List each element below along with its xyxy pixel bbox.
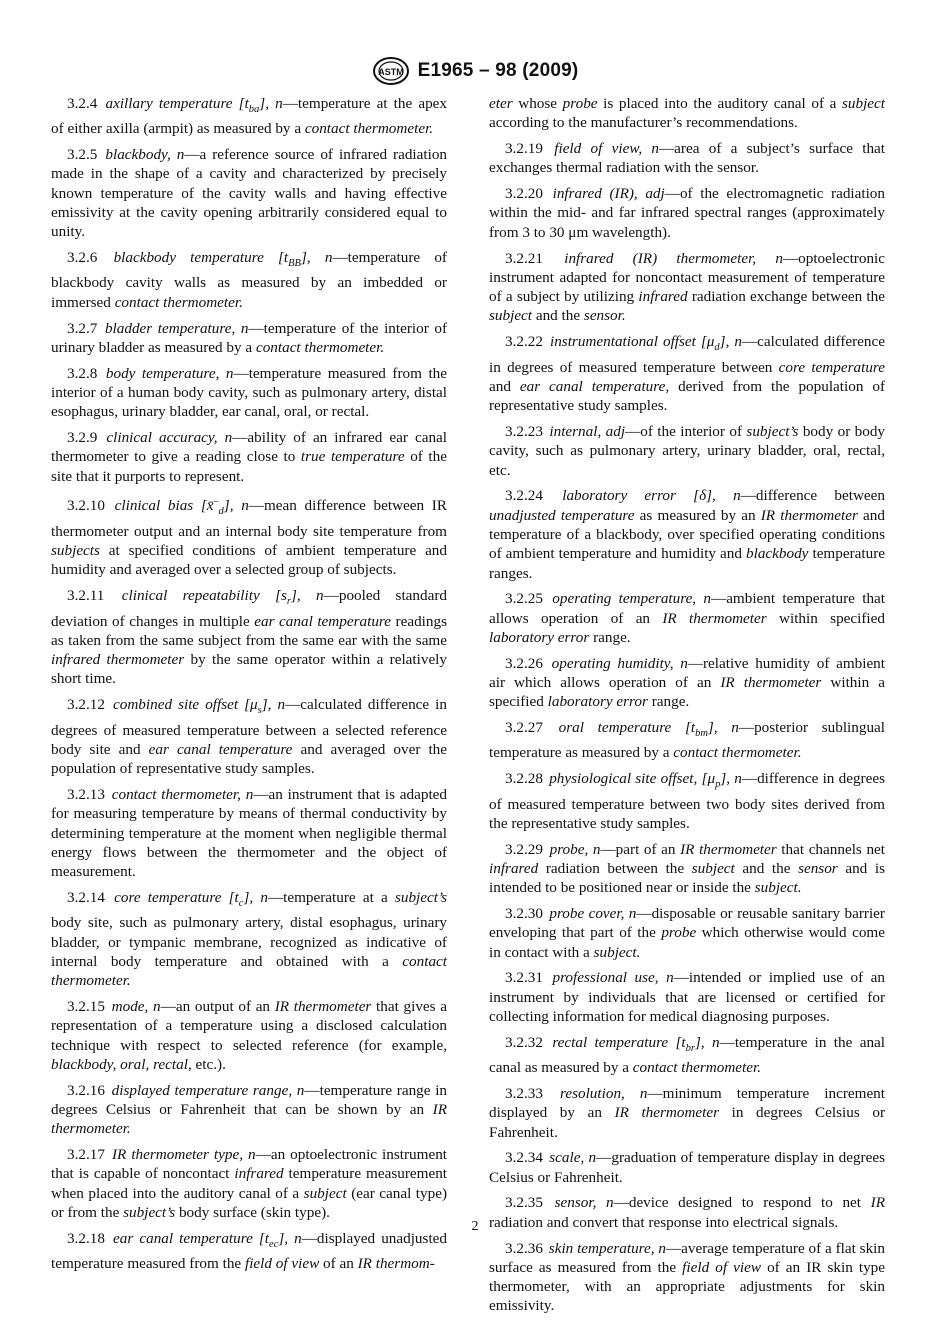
definition-term: physiological site offset, [μ: [549, 770, 716, 788]
definition-text: —minimum temperature increment displayed by an: [489, 1084, 885, 1122]
definition-text: radiation between the: [538, 859, 692, 877]
definition-term: IR thermometer type, n: [111, 1146, 256, 1163]
definition-text: —calculated difference in degrees of measured temperature between: [489, 333, 885, 376]
italic-reference: IR thermometer: [614, 1104, 720, 1122]
definition-term: clinical bias [x̄: [114, 497, 214, 515]
italic-reference: subject’s: [746, 422, 799, 440]
italic-reference: infrared: [234, 1165, 284, 1183]
definition-term: instrumentational offset [μ: [549, 333, 715, 351]
definition-text: —ambient temperature that allows operation of an: [489, 590, 886, 627]
definition-text: —temperature at the apex of either axilla (armpit) as measured by a: [51, 95, 447, 138]
astm-logo-icon: [372, 56, 410, 86]
italic-reference: field of view: [682, 1258, 761, 1276]
definition-text: —difference between: [740, 487, 886, 505]
definition-text: and: [489, 377, 520, 395]
definition-text: is placed into the auditory canal of a: [597, 95, 842, 112]
italic-reference: true temperature: [300, 448, 405, 466]
definition-term-tail: ], n: [243, 888, 268, 906]
definition-text: —intended or implied use of an instrument by individuals that are licensed or certified for collecting information for medical diagnosing purposes.: [489, 969, 886, 1026]
definition-entry: [489, 94, 885, 133]
definition-number: 3.2.19: [505, 140, 543, 158]
definition-number: 3.2.7: [67, 319, 98, 337]
definition-number: 3.2.16: [67, 1081, 105, 1099]
logo-text: ASTM: [377, 67, 404, 77]
left-column: [51, 94, 447, 1280]
term-subscript: d: [218, 506, 224, 518]
definition-text: —relative humidity of ambient air which allows operation of an: [489, 654, 885, 692]
definition-entry: [489, 904, 885, 962]
definition-entry: [489, 184, 885, 242]
definition-text: body surface (skin type).: [175, 1203, 330, 1221]
italic-reference: IR thermom-: [357, 1255, 435, 1273]
definition-number: 3.2.6: [67, 249, 98, 267]
term-subscript: c: [238, 897, 244, 909]
definition-number: 3.2.36: [505, 1239, 543, 1257]
definition-entry: [489, 1239, 885, 1316]
definition-entry: [489, 1084, 885, 1142]
definition-text: within a specified: [489, 674, 885, 711]
italic-reference: field of view: [244, 1255, 320, 1273]
definition-term: clinical repeatability [s: [121, 587, 287, 605]
definition-number: 3.2.14: [67, 888, 105, 906]
definition-term: laboratory error [δ], n: [562, 487, 741, 505]
definition-text: —calculated difference in degrees of measured temperature between a selected reference body site and: [51, 696, 447, 758]
definition-number: 3.2.24: [505, 487, 543, 505]
definition-term: scale, n: [549, 1149, 597, 1167]
italic-reference: subject: [303, 1184, 347, 1202]
definition-entry: [51, 492, 447, 579]
page-number: 2: [471, 1219, 479, 1234]
definition-entry: [489, 249, 885, 326]
italic-reference: infrared: [638, 288, 688, 306]
term-subscript: s: [257, 705, 262, 717]
definition-text: and averaged over the population of representative study samples.: [51, 740, 448, 778]
definition-number: 3.2.12: [67, 696, 105, 714]
italic-reference: contact thermometer.: [673, 744, 802, 762]
definition-term: blackbody, n: [105, 146, 185, 164]
definition-term-tail: ], n: [223, 497, 249, 515]
definition-term-tail: ], n: [290, 587, 324, 605]
definition-number: 3.2.11: [67, 587, 105, 605]
definition-text: —an optoelectronic instrument that is capable of noncontact: [51, 1146, 448, 1183]
definition-term: probe, n: [549, 840, 601, 858]
definition-text: , derived from the population of representative study samples.: [489, 377, 885, 415]
definition-number: 3.2.10: [67, 497, 105, 515]
definition-term: clinical accuracy, n: [106, 429, 233, 447]
definition-text: —average temperature of a flat skin surface as measured from the: [489, 1239, 885, 1276]
definition-text: —graduation of temperature display in degrees Celsius or Fahrenheit.: [489, 1149, 885, 1186]
definition-number: 3.2.22: [505, 333, 543, 351]
definition-text: radiation and convert that response into electrical signals.: [489, 1213, 839, 1231]
definition-entry: [489, 769, 885, 833]
italic-reference: IR: [870, 1194, 885, 1212]
definition-entry: [51, 1229, 447, 1274]
definition-term: infrared (IR), adj: [552, 185, 665, 203]
italic-reference: subject: [691, 859, 735, 877]
definition-term: combined site offset [μ: [113, 696, 258, 714]
definition-entry: [489, 718, 885, 763]
definition-text: —temperature measured from the interior of a human body cavity, such as pulmonary artery, distal esophagus, urinary bladder, ear canal, oral, or rectal.: [51, 364, 447, 421]
term-superscript: –: [213, 496, 219, 508]
definition-number: 3.2.15: [67, 997, 105, 1015]
italic-reference: blackbody, oral, rectal: [51, 1055, 188, 1073]
definition-number: 3.2.32: [505, 1033, 543, 1051]
italic-reference: subject: [489, 307, 533, 325]
definition-entry: [51, 695, 447, 778]
definition-term-tail: ], n: [694, 1033, 720, 1051]
definition-text: radiation exchange between the: [687, 288, 885, 306]
definition-entry: [51, 145, 447, 241]
italic-reference: ear canal temperature: [519, 377, 666, 395]
definition-text: at specified conditions of ambient temperature and humidity and averaged over a selected group of subjects.: [51, 542, 447, 579]
definition-number: 3.2.21: [505, 249, 543, 267]
definition-entry: [51, 888, 447, 991]
definition-text: —of the electromagnetic radiation within the mid- and far infrared spectral ranges (approximately from 3 to 30 μm wavelength).: [489, 185, 885, 241]
italic-reference: unadjusted temperature: [489, 506, 635, 524]
definition-text: and is intended to be positioned near or inside the: [489, 859, 885, 897]
definition-text: —pooled standard deviation of changes in multiple: [51, 587, 447, 630]
definition-term: operating humidity, n: [551, 654, 688, 672]
italic-reference: IR thermometer: [720, 674, 822, 692]
italic-reference: IR thermometer: [680, 840, 777, 858]
definition-term-tail: ], n: [278, 1229, 302, 1247]
definition-entry: [489, 486, 885, 582]
italic-reference: eter: [489, 95, 513, 112]
definition-term: resolution, n: [560, 1084, 648, 1102]
definition-text: range.: [589, 628, 631, 646]
italic-reference: laboratory error: [547, 693, 648, 711]
definition-term: mode, n: [111, 997, 161, 1015]
term-subscript: ba: [248, 104, 260, 116]
definition-text: of the site that it purports to represent.: [51, 448, 447, 485]
definition-text: of an IR skin type thermometer, with an appropriate adjustments for skin emissivity.: [489, 1258, 886, 1315]
italic-reference: IR thermometer: [662, 609, 767, 627]
italic-reference: sensor.: [583, 307, 626, 325]
definition-term: infrared (IR) thermometer, n: [564, 249, 783, 267]
definition-term-tail: ], n: [300, 249, 333, 267]
definition-text: body or body cavity, such as pulmonary artery, urinary bladder, oral, rectal, etc.: [489, 422, 886, 479]
definition-term: professional use, n: [552, 969, 674, 987]
definition-term: ear canal temperature [t: [113, 1229, 270, 1247]
definition-text: —difference in degrees of measured temperature between two body sites derived from the representative study samples.: [489, 770, 885, 832]
definition-entry: [51, 428, 447, 486]
definition-text: (ear canal type) or from the: [51, 1184, 448, 1221]
definition-entry: [489, 422, 885, 480]
definition-text: in degrees Celsius or Fahrenheit.: [489, 1104, 885, 1141]
definition-entry: [489, 654, 885, 712]
definition-term-tail: ], n: [259, 95, 283, 112]
definition-text: —an instrument that is adapted for measuring temperature by means of thermal conductivity by determining temperature at the moment when negligible thermal energy flows between the thermometer and the object of measurement.: [51, 785, 448, 881]
page-header: [0, 54, 950, 88]
definition-text: —optoelectronic instrument adapted for noncontact measurement of temperature of a subject by utilizing: [489, 249, 885, 306]
definition-term: oral temperature [t: [558, 719, 696, 737]
definition-text: that gives a representation of a temperature using a disclosed calculation technique with respect to selected reference (for example,: [51, 997, 447, 1054]
definition-text: by the same operator within a relatively short time.: [51, 651, 447, 688]
definition-number: 3.2.8: [67, 364, 98, 382]
italic-reference: infrared: [489, 859, 539, 877]
definition-text: which otherwise would come in contact with a: [489, 924, 885, 961]
italic-reference: blackbody: [746, 545, 809, 563]
definition-text: —temperature range in degrees Celsius or Fahrenheit that can be shown by an: [51, 1081, 448, 1118]
italic-reference: infrared thermometer: [51, 651, 185, 669]
definition-term-tail: ], n: [261, 696, 286, 714]
definition-term: field of view, n: [554, 140, 659, 158]
italic-reference: contact thermometer.: [51, 952, 447, 990]
definition-text: —ability of an infrared ear canal thermometer to give a reading close to: [51, 429, 447, 466]
definition-term-tail: ], n: [707, 719, 739, 737]
italic-reference: contact thermometer.: [632, 1059, 762, 1077]
term-subscript: br: [685, 1042, 695, 1054]
definition-entry: [51, 997, 447, 1074]
definition-term: bladder temperature, n: [104, 319, 249, 337]
definition-text: within specified: [766, 609, 885, 627]
italic-reference: probe: [562, 95, 598, 112]
definition-text: —part of an: [600, 840, 681, 858]
definition-number: 3.2.5: [67, 146, 98, 164]
italic-reference: contact thermometer.: [114, 293, 243, 311]
italic-reference: subject.: [593, 943, 641, 961]
definition-entry: [489, 589, 885, 647]
term-subscript: bm: [695, 728, 708, 740]
definition-text: —a reference source of infrared radiation made in the shape of a cavity and characterized by precisely known temperature of the cavity walls and having effective emissivity at the cavity opening arbitrarily considered equal to unity.: [51, 146, 448, 241]
definition-number: 3.2.20: [505, 185, 543, 203]
italic-reference: ear canal temperature: [148, 740, 293, 758]
definition-text: range.: [647, 693, 690, 711]
italic-reference: probe: [661, 924, 697, 942]
definition-entry: [489, 139, 885, 178]
definition-number: 3.2.9: [67, 429, 98, 447]
italic-reference: subject: [841, 95, 886, 112]
definition-number: 3.2.33: [505, 1084, 543, 1102]
italic-reference: laboratory error: [489, 628, 590, 646]
definition-term: body temperature, n: [105, 364, 234, 382]
italic-reference: ear canal temperature: [254, 612, 391, 630]
definition-entry: [489, 1148, 885, 1187]
definition-text: and temperature of a blackbody, over specified operating conditions of ambient temperature and humidity and: [489, 506, 885, 563]
definition-text: as measured by an: [634, 506, 761, 524]
italic-reference: core temperature: [778, 358, 885, 376]
definition-entry: [51, 248, 447, 312]
italic-reference: IR thermometer.: [51, 1100, 447, 1138]
definition-text: whose: [512, 95, 563, 112]
italic-reference: sensor: [798, 859, 838, 877]
definition-term-tail: ], n: [720, 770, 742, 788]
definition-text: —displayed unadjusted temperature measured from the: [51, 1229, 447, 1273]
definition-text: temperature ranges.: [489, 545, 885, 582]
definition-entry: [489, 332, 885, 415]
definition-number: 3.2.27: [505, 719, 543, 737]
definition-number: 3.2.31: [505, 969, 543, 987]
italic-reference: contact thermometer.: [304, 120, 434, 138]
definition-term-tail: ], n: [719, 333, 742, 351]
definition-text: body site, such as pulmonary artery, distal esophagus, urinary bladder, or tympanic membrane, recognized as indicative of internal body temperature and obtained with a: [51, 914, 447, 970]
definition-number: 3.2.28: [505, 770, 543, 788]
definition-text: —an output of an: [160, 997, 275, 1015]
definition-entry: [489, 968, 885, 1026]
definition-number: 3.2.17: [67, 1146, 105, 1163]
document-id: E1965 – 98 (2009): [417, 60, 579, 81]
term-subscript: r: [286, 596, 291, 608]
definition-text: —device designed to respond to net: [613, 1194, 871, 1212]
definition-text: and the: [734, 859, 799, 877]
definition-text: —area of a subject’s surface that exchanges thermal radiation with the sensor.: [489, 140, 885, 177]
definition-number: 3.2.35: [505, 1194, 543, 1212]
italic-reference: subjects: [51, 542, 100, 560]
definition-term: displayed temperature range, n: [111, 1081, 305, 1099]
definition-text: according to the manufacturer’s recommendations.: [489, 114, 798, 132]
definition-text: —temperature in the anal canal as measured by a: [489, 1033, 885, 1077]
definition-entry: [51, 1145, 447, 1222]
definition-text: that channels net: [776, 840, 885, 858]
definition-term: axillary temperature [t: [105, 95, 249, 112]
definition-entry: [51, 785, 447, 881]
term-subscript: ec: [269, 1238, 279, 1250]
definition-term: skin temperature, n: [548, 1239, 666, 1257]
italic-reference: contact thermometer.: [255, 338, 385, 356]
definition-term: core temperature [t: [114, 888, 239, 906]
italic-reference: subject.: [754, 879, 802, 897]
definition-number: 3.2.4: [67, 95, 98, 112]
definition-number: 3.2.18: [67, 1229, 105, 1247]
definition-number: 3.2.30: [505, 905, 543, 923]
definition-text: , etc.).: [187, 1055, 226, 1073]
definition-entry: [51, 364, 447, 422]
italic-reference: IR thermometer: [274, 997, 372, 1015]
definition-text: —of the interior of: [625, 422, 747, 440]
definition-number: 3.2.34: [505, 1149, 543, 1167]
definition-entry: [489, 1033, 885, 1078]
definition-text: —temperature at a: [267, 888, 395, 906]
italic-reference: IR thermometer: [760, 506, 858, 524]
definition-entry: [51, 94, 447, 139]
definition-entry: [51, 586, 447, 689]
definition-number: 3.2.13: [67, 785, 105, 803]
definition-number: 3.2.29: [505, 840, 543, 858]
italic-reference: subject’s: [394, 888, 447, 906]
definition-term: sensor, n: [554, 1194, 614, 1212]
definition-text: —mean difference between IR thermometer output and an internal body site temperature from: [51, 497, 447, 540]
definition-text: of an: [319, 1255, 358, 1273]
right-column: [489, 94, 885, 1322]
definition-number: 3.2.25: [505, 590, 543, 608]
definition-text: —disposable or reusable sanitary barrier enveloping that part of the: [489, 905, 885, 942]
italic-reference: subject’s: [123, 1203, 176, 1221]
definition-number: 3.2.26: [505, 654, 543, 672]
definition-term: contact thermometer, n: [111, 785, 254, 803]
definition-entry: [51, 1081, 447, 1139]
definition-entry: [489, 840, 885, 898]
term-subscript: d: [714, 342, 720, 354]
term-subscript: BB: [288, 258, 301, 270]
definition-text: temperature measurement when placed into the auditory canal of a: [51, 1165, 448, 1202]
definition-entry: [51, 319, 447, 358]
definition-term: operating temperature, n: [552, 590, 711, 608]
definition-term: rectal temperature [t: [552, 1033, 686, 1051]
definition-term: probe cover, n: [549, 905, 637, 923]
definition-term: internal, adj: [549, 422, 626, 440]
definition-number: 3.2.23: [505, 422, 543, 440]
definition-text: readings as taken from the same subject from the same ear with the same: [51, 612, 447, 649]
definition-text: —temperature of blackbody cavity walls as measured by an imbedded or immersed: [51, 249, 447, 311]
definition-term: blackbody temperature [t: [113, 249, 289, 267]
definition-text: —posterior sublingual temperature as measured by a: [489, 719, 886, 762]
term-subscript: p: [715, 779, 721, 791]
definition-text: and the: [532, 307, 584, 325]
definition-text: —temperature of the interior of urinary bladder as measured by a: [51, 319, 447, 356]
